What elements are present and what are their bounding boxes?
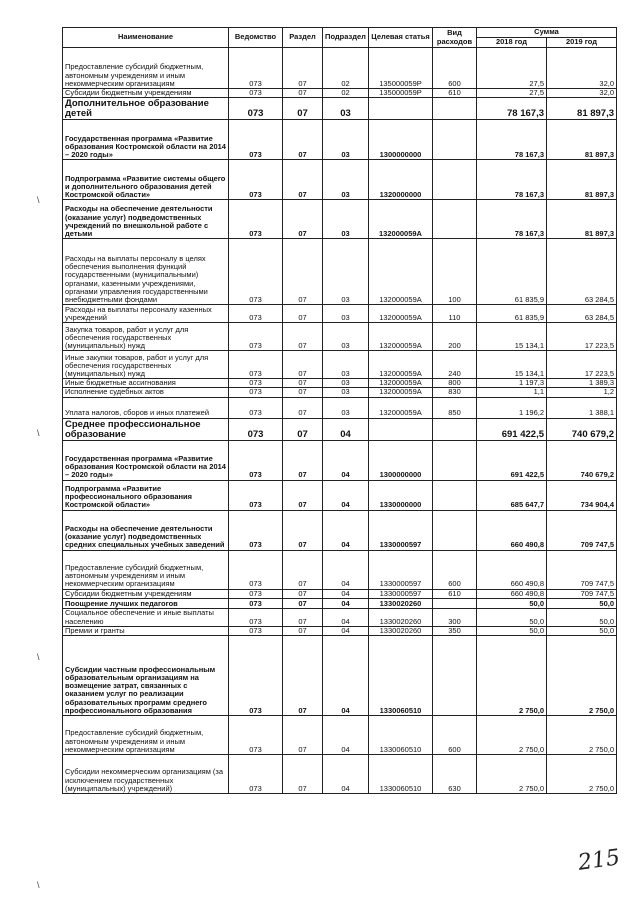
cell-dept: 073	[229, 200, 283, 239]
cell-exptype: 200	[433, 323, 477, 351]
cell-section: 07	[283, 550, 323, 589]
header-section: Раздел	[283, 28, 323, 48]
cell-subsection: 04	[323, 755, 369, 794]
cell-exptype	[433, 598, 477, 608]
cell-name: Дополнительное образование детей	[63, 98, 229, 120]
table-row	[63, 716, 617, 755]
cell-dept: 073	[229, 323, 283, 351]
cell-exptype: 240	[433, 351, 477, 379]
cell-dept: 073	[229, 510, 283, 550]
cell-sum-2018: 1,1	[477, 388, 547, 397]
cell-name: Премии и гранты	[63, 626, 229, 635]
cell-sum-2019: 81 897,3	[547, 160, 617, 200]
cell-section: 07	[283, 200, 323, 239]
cell-target: 1330060510	[369, 636, 433, 716]
cell-exptype: 600	[433, 550, 477, 589]
cell-subsection: 03	[323, 239, 369, 305]
cell-name: Государственная программа «Развитие образования Костромской области на 2014 – 2020 годы»	[63, 120, 229, 160]
cell-exptype: 630	[433, 755, 477, 794]
cell-sum-2018: 1 196,2	[477, 397, 547, 418]
cell-sum-2018: 50,0	[477, 626, 547, 635]
cell-section: 07	[283, 351, 323, 379]
cell-dept: 073	[229, 89, 283, 98]
cell-sum-2019: 740 679,2	[547, 418, 617, 440]
cell-subsection: 03	[323, 120, 369, 160]
cell-subsection: 04	[323, 626, 369, 635]
cell-subsection: 03	[323, 351, 369, 379]
cell-section: 07	[283, 510, 323, 550]
cell-subsection: 03	[323, 305, 369, 323]
cell-subsection: 04	[323, 418, 369, 440]
cell-sum-2018: 685 647,7	[477, 480, 547, 510]
cell-exptype: 350	[433, 626, 477, 635]
table-row	[63, 550, 617, 589]
cell-sum-2019: 709 747,5	[547, 550, 617, 589]
cell-exptype: 110	[433, 305, 477, 323]
cell-subsection: 03	[323, 200, 369, 239]
cell-sum-2019: 740 679,2	[547, 440, 617, 480]
cell-subsection: 04	[323, 716, 369, 755]
table-header	[63, 28, 617, 48]
cell-sum-2019: 2 750,0	[547, 755, 617, 794]
cell-target: 132000059А	[369, 305, 433, 323]
cell-dept: 073	[229, 388, 283, 397]
cell-exptype: 610	[433, 589, 477, 598]
cell-sum-2018: 61 835,9	[477, 239, 547, 305]
table-row	[63, 598, 617, 608]
table-row	[63, 510, 617, 550]
table-row	[63, 480, 617, 510]
cell-dept: 073	[229, 351, 283, 379]
cell-exptype	[433, 200, 477, 239]
cell-sum-2018: 50,0	[477, 598, 547, 608]
cell-exptype	[433, 98, 477, 120]
cell-sum-2019: 709 747,5	[547, 510, 617, 550]
cell-name: Расходы на обеспечение деятельности (оказание услуг) подведомственных учреждений по внешкольной работе с детьми	[63, 200, 229, 239]
cell-name: Государственная программа «Развитие образования Костромской области на 2014 – 2020 годы»	[63, 440, 229, 480]
cell-sum-2019: 17 223,5	[547, 323, 617, 351]
cell-name: Предоставление субсидий бюджетным, автономным учреждениям и иным некоммерческим организациям	[63, 550, 229, 589]
margin-mark: \	[37, 880, 40, 890]
cell-name: Субсидии бюджетным учреждениям	[63, 589, 229, 598]
cell-sum-2019: 50,0	[547, 598, 617, 608]
cell-target: 135000059Р	[369, 89, 433, 98]
cell-sum-2018: 660 490,8	[477, 589, 547, 598]
cell-sum-2018: 15 134,1	[477, 323, 547, 351]
cell-sum-2018: 78 167,3	[477, 120, 547, 160]
cell-subsection: 03	[323, 323, 369, 351]
cell-section: 07	[283, 239, 323, 305]
cell-dept: 073	[229, 716, 283, 755]
table-row	[63, 351, 617, 379]
handwritten-page-number: 215	[576, 845, 622, 876]
cell-section: 07	[283, 480, 323, 510]
cell-section: 07	[283, 626, 323, 635]
cell-exptype	[433, 510, 477, 550]
cell-name: Расходы на обеспечение деятельности (оказание услуг) подведомственных средних специальных учебных заведений	[63, 510, 229, 550]
cell-section: 07	[283, 379, 323, 388]
cell-name: Поощрение лучших педагогов	[63, 598, 229, 608]
table-row	[63, 120, 617, 160]
cell-name: Уплата налогов, сборов и иных платежей	[63, 397, 229, 418]
table-row	[63, 397, 617, 418]
cell-target: 132000059А	[369, 379, 433, 388]
cell-exptype	[433, 440, 477, 480]
margin-mark: \	[37, 652, 40, 662]
cell-section: 07	[283, 418, 323, 440]
cell-section: 07	[283, 305, 323, 323]
cell-section: 07	[283, 598, 323, 608]
cell-name: Подпрограмма «Развитие системы общего и дополнительного образования детей Костромской области»	[63, 160, 229, 200]
cell-dept: 073	[229, 480, 283, 510]
table-row	[63, 388, 617, 397]
cell-sum-2018: 78 167,3	[477, 160, 547, 200]
cell-section: 07	[283, 589, 323, 598]
cell-section: 07	[283, 755, 323, 794]
cell-sum-2019: 734 904,4	[547, 480, 617, 510]
cell-target: 1330060510	[369, 716, 433, 755]
table-row	[63, 636, 617, 716]
cell-sum-2018: 660 490,8	[477, 550, 547, 589]
cell-subsection: 02	[323, 89, 369, 98]
cell-target: 135000059Р	[369, 48, 433, 89]
cell-dept: 073	[229, 397, 283, 418]
cell-subsection: 04	[323, 440, 369, 480]
cell-target: 132000059А	[369, 397, 433, 418]
budget-table-sheet	[62, 27, 616, 794]
cell-section: 07	[283, 120, 323, 160]
cell-name: Субсидии частным профессиональным образовательным организациям на возмещение затрат, связанных с оказанием услуг по реализации образовательных программ среднего профессионального образования	[63, 636, 229, 716]
header-subsection: Подраздел	[323, 28, 369, 48]
cell-target: 132000059А	[369, 239, 433, 305]
cell-subsection: 04	[323, 608, 369, 626]
cell-dept: 073	[229, 598, 283, 608]
cell-subsection: 04	[323, 636, 369, 716]
cell-name: Предоставление субсидий бюджетным, автономным учреждениям и иным некоммерческим организациям	[63, 716, 229, 755]
cell-subsection: 03	[323, 379, 369, 388]
table-row	[63, 160, 617, 200]
cell-subsection: 03	[323, 160, 369, 200]
cell-sum-2019: 2 750,0	[547, 716, 617, 755]
table-row	[63, 440, 617, 480]
cell-dept: 073	[229, 48, 283, 89]
cell-sum-2019: 81 897,3	[547, 120, 617, 160]
cell-target: 1300000000	[369, 440, 433, 480]
cell-sum-2019: 32,0	[547, 48, 617, 89]
cell-section: 07	[283, 388, 323, 397]
header-year-2018: 2018 год	[477, 38, 547, 48]
cell-section: 07	[283, 397, 323, 418]
cell-sum-2018: 50,0	[477, 608, 547, 626]
cell-sum-2018: 660 490,8	[477, 510, 547, 550]
cell-exptype: 830	[433, 388, 477, 397]
cell-sum-2018: 15 134,1	[477, 351, 547, 379]
cell-sum-2019: 63 284,5	[547, 239, 617, 305]
cell-sum-2018: 691 422,5	[477, 440, 547, 480]
cell-sum-2019: 81 897,3	[547, 200, 617, 239]
cell-sum-2019: 81 897,3	[547, 98, 617, 120]
table-row	[63, 418, 617, 440]
cell-section: 07	[283, 440, 323, 480]
header-year-2019: 2019 год	[547, 38, 617, 48]
cell-sum-2018: 2 750,0	[477, 755, 547, 794]
cell-name: Субсидии бюджетным учреждениям	[63, 89, 229, 98]
cell-dept: 073	[229, 305, 283, 323]
cell-exptype: 600	[433, 716, 477, 755]
cell-section: 07	[283, 89, 323, 98]
cell-section: 07	[283, 98, 323, 120]
cell-name: Иные бюджетные ассигнования	[63, 379, 229, 388]
cell-sum-2018: 2 750,0	[477, 716, 547, 755]
cell-target: 132000059А	[369, 351, 433, 379]
cell-sum-2018: 27,5	[477, 89, 547, 98]
cell-name: Предоставление субсидий бюджетным, автономным учреждениям и иным некоммерческим организациям	[63, 48, 229, 89]
cell-subsection: 03	[323, 397, 369, 418]
cell-sum-2018: 78 167,3	[477, 98, 547, 120]
header-target: Целевая статья	[369, 28, 433, 48]
cell-dept: 073	[229, 440, 283, 480]
cell-exptype	[433, 160, 477, 200]
cell-exptype: 800	[433, 379, 477, 388]
cell-dept: 073	[229, 608, 283, 626]
cell-name: Среднее профессиональное образование	[63, 418, 229, 440]
table-row	[63, 305, 617, 323]
cell-sum-2019: 2 750,0	[547, 636, 617, 716]
budget-table	[62, 27, 617, 794]
cell-dept: 073	[229, 755, 283, 794]
cell-section: 07	[283, 48, 323, 89]
cell-section: 07	[283, 716, 323, 755]
cell-target: 1330020260	[369, 598, 433, 608]
table-row	[63, 239, 617, 305]
cell-exptype: 600	[433, 48, 477, 89]
cell-target: 1300000000	[369, 120, 433, 160]
cell-sum-2019: 50,0	[547, 626, 617, 635]
cell-sum-2019: 63 284,5	[547, 305, 617, 323]
cell-name: Подпрограмма «Развитие профессионального образования Костромской области»	[63, 480, 229, 510]
cell-target: 1330060510	[369, 755, 433, 794]
cell-dept: 073	[229, 239, 283, 305]
table-row	[63, 755, 617, 794]
cell-target: 132000059А	[369, 200, 433, 239]
cell-section: 07	[283, 323, 323, 351]
cell-exptype	[433, 120, 477, 160]
cell-subsection: 03	[323, 98, 369, 120]
table-row	[63, 323, 617, 351]
cell-sum-2018: 2 750,0	[477, 636, 547, 716]
cell-target: 1330000597	[369, 550, 433, 589]
cell-sum-2018: 691 422,5	[477, 418, 547, 440]
cell-sum-2019: 32,0	[547, 89, 617, 98]
cell-dept: 073	[229, 160, 283, 200]
header-name: Наименование	[63, 28, 229, 48]
cell-target: 132000059А	[369, 323, 433, 351]
cell-exptype: 610	[433, 89, 477, 98]
table-body	[63, 48, 617, 794]
table-row	[63, 589, 617, 598]
cell-name: Иные закупки товаров, работ и услуг для обеспечения государственных (муниципальных) нужд	[63, 351, 229, 379]
cell-name: Социальное обеспечение и иные выплаты населению	[63, 608, 229, 626]
cell-section: 07	[283, 160, 323, 200]
cell-sum-2018: 27,5	[477, 48, 547, 89]
margin-mark: \	[37, 428, 40, 438]
cell-name: Закупка товаров, работ и услуг для обеспечения государственных (муниципальных) нужд	[63, 323, 229, 351]
cell-name: Расходы на выплаты персоналу казенных учреждений	[63, 305, 229, 323]
cell-name: Исполнение судебных актов	[63, 388, 229, 397]
cell-target: 1330020260	[369, 626, 433, 635]
cell-target: 1330000597	[369, 589, 433, 598]
cell-sum-2018: 78 167,3	[477, 200, 547, 239]
cell-subsection: 04	[323, 510, 369, 550]
cell-sum-2019: 709 747,5	[547, 589, 617, 598]
cell-exptype: 300	[433, 608, 477, 626]
cell-name: Расходы на выплаты персоналу в целях обеспечения выполнения функций государственными (муниципальными) органами, казенными учреждениями, органами управления государственными внебюджетными фондами	[63, 239, 229, 305]
cell-sum-2018: 61 835,9	[477, 305, 547, 323]
cell-sum-2019: 1,2	[547, 388, 617, 397]
table-row	[63, 48, 617, 89]
cell-exptype	[433, 480, 477, 510]
cell-target: 1330000000	[369, 480, 433, 510]
cell-name: Субсидии некоммерческим организациям (за исключением государственных (муниципальных) учреждений)	[63, 755, 229, 794]
cell-dept: 073	[229, 550, 283, 589]
header-sum: Сумма	[477, 28, 617, 38]
cell-subsection: 04	[323, 480, 369, 510]
cell-dept: 073	[229, 636, 283, 716]
cell-subsection: 04	[323, 598, 369, 608]
cell-exptype: 100	[433, 239, 477, 305]
cell-dept: 073	[229, 418, 283, 440]
cell-subsection: 03	[323, 388, 369, 397]
table-row	[63, 98, 617, 120]
cell-sum-2019: 1 388,1	[547, 397, 617, 418]
cell-target	[369, 418, 433, 440]
cell-subsection: 04	[323, 589, 369, 598]
header-dept: Ведомство	[229, 28, 283, 48]
cell-dept: 073	[229, 379, 283, 388]
cell-subsection: 02	[323, 48, 369, 89]
cell-dept: 073	[229, 589, 283, 598]
table-row	[63, 626, 617, 635]
table-row	[63, 608, 617, 626]
margin-mark: \	[37, 195, 40, 205]
cell-target: 132000059А	[369, 388, 433, 397]
cell-target: 1330000597	[369, 510, 433, 550]
cell-subsection: 04	[323, 550, 369, 589]
cell-sum-2019: 17 223,5	[547, 351, 617, 379]
cell-exptype: 850	[433, 397, 477, 418]
cell-dept: 073	[229, 98, 283, 120]
cell-target	[369, 98, 433, 120]
cell-sum-2019: 50,0	[547, 608, 617, 626]
cell-sum-2019: 1 389,3	[547, 379, 617, 388]
table-row	[63, 379, 617, 388]
table-row	[63, 200, 617, 239]
cell-dept: 073	[229, 626, 283, 635]
cell-target: 1320000000	[369, 160, 433, 200]
header-exptype: Вид расходов	[433, 28, 477, 48]
table-row	[63, 89, 617, 98]
cell-target: 1330020260	[369, 608, 433, 626]
cell-exptype	[433, 418, 477, 440]
cell-section: 07	[283, 636, 323, 716]
cell-sum-2018: 1 197,3	[477, 379, 547, 388]
cell-dept: 073	[229, 120, 283, 160]
cell-exptype	[433, 636, 477, 716]
cell-section: 07	[283, 608, 323, 626]
